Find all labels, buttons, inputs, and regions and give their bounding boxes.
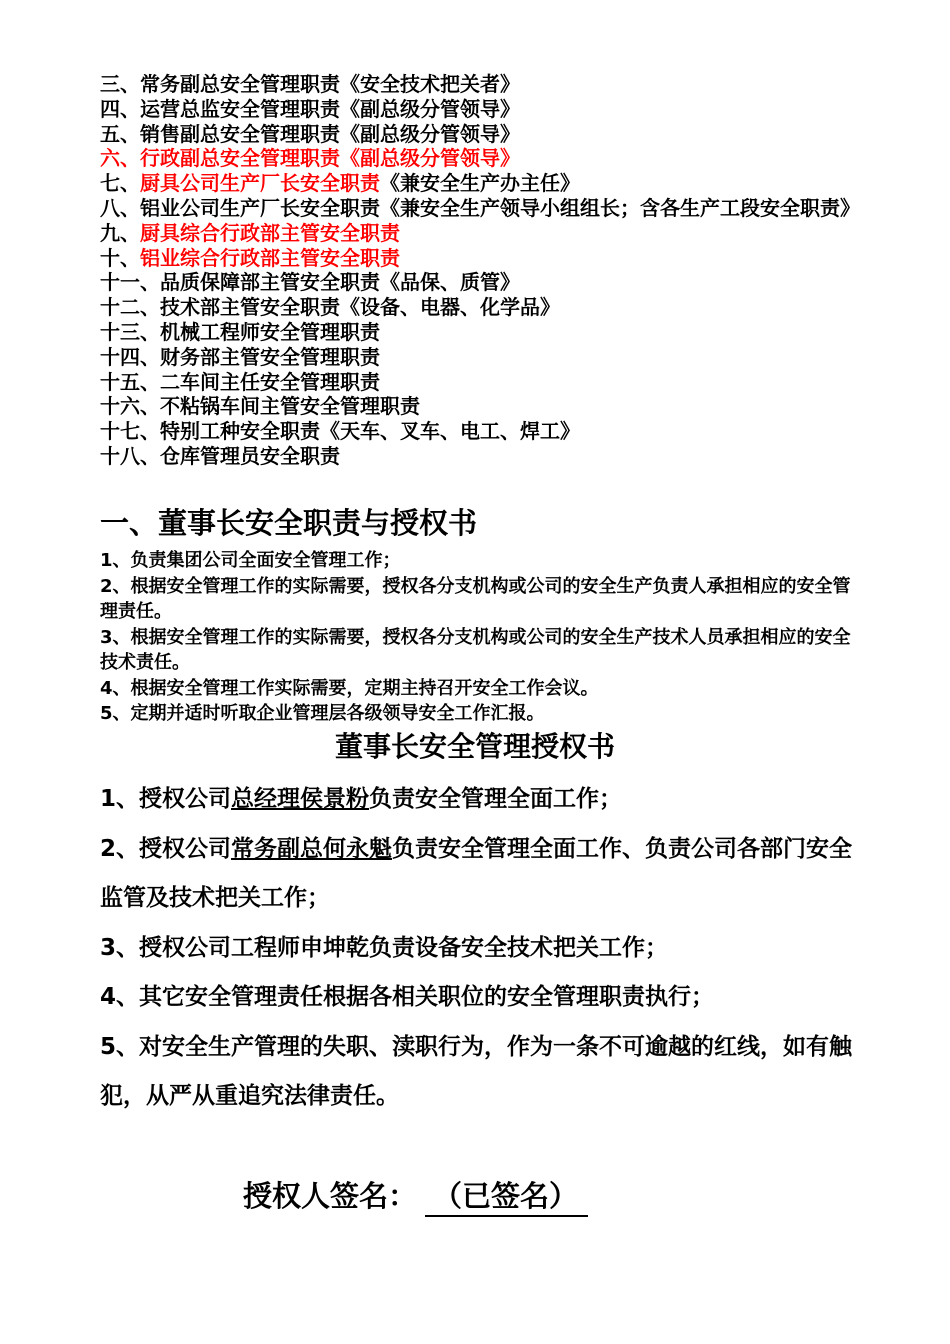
- authorization-item-1-prefix: 1、授权公司: [100, 786, 232, 812]
- authorization-list: [100, 775, 868, 1122]
- toc-item-9-prefix: 九、: [100, 220, 140, 245]
- toc-item-16: 十六、不粘锅车间主管安全管理职责: [100, 394, 420, 419]
- toc-item-11: 十一、品质保障部主管安全职责《品保、质管》: [100, 270, 520, 295]
- toc-item-14: 十四、财务部主管安全管理职责: [100, 344, 380, 369]
- authorization-item-2: [100, 825, 868, 924]
- authorization-item-1: [100, 775, 868, 825]
- toc-item-10-highlight: 铝业综合行政部主管安全职责: [140, 245, 400, 270]
- authorized-person-general-manager: 总经理侯景粉: [231, 786, 370, 812]
- signature-label: 授权人签名：: [243, 1179, 418, 1213]
- toc-item-10: [100, 246, 860, 271]
- authorization-item-2-suffix: 负责安全管理全面工作、负责公司各部门安全监管及技术把关工作；: [100, 835, 853, 911]
- toc-item-7-highlight: 厨具公司生产厂长安全职责: [140, 171, 380, 196]
- duty-item-5: 5、定期并适时听取企业管理层各级领导安全工作汇报。: [100, 703, 545, 724]
- duty-item-4: 4、根据安全管理工作实际需要，定期主持召开安全工作会议。: [100, 677, 599, 699]
- toc-item-6: 六、行政副总安全管理职责《副总级分管领导》: [100, 146, 520, 171]
- toc-item-18: 十八、仓库管理员安全职责: [100, 443, 340, 468]
- toc-item-5: 五、销售副总安全管理职责《副总级分管领导》: [100, 121, 520, 146]
- chairman-duties-list: [100, 548, 860, 727]
- toc-item-15: 十五、二车间主任安全管理职责: [100, 369, 380, 394]
- duty-item-2: 2、根据安全管理工作的实际需要，授权各分支机构或公司的安全生产负责人承担相应的安全管理责任。: [100, 575, 851, 622]
- toc-item-12: 十二、技术部主管安全职责《设备、电器、化学品》: [100, 295, 560, 320]
- toc-item-7: [100, 171, 860, 196]
- duty-item-1: 1、负责集团公司全面安全管理工作；: [100, 550, 401, 571]
- authorization-item-3: 3、授权公司工程师申坤乾负责设备安全技术把关工作；: [100, 934, 669, 961]
- toc-item-7-prefix: 七、: [100, 171, 140, 196]
- toc-item-8: 八、铝业公司生产厂长安全职责《兼安全生产领导小组组长；含各生产工段安全职责》: [100, 195, 860, 220]
- duty-item-3: 3、根据安全管理工作的实际需要，授权各分支机构或公司的安全生产技术人员承担相应的安全技术责任。: [100, 626, 851, 673]
- signature-line: [243, 1172, 588, 1220]
- toc-item-13: 十三、机械工程师安全管理职责: [100, 319, 380, 344]
- toc-item-7-suffix: 《兼安全生产办主任》: [380, 171, 580, 196]
- toc-item-10-prefix: 十、: [100, 245, 140, 270]
- toc-item-3: 三、常务副总安全管理职责《安全技术把关者》: [100, 72, 520, 96]
- authorization-item-4: 4、其它安全管理责任根据各相关职位的安全管理职责执行；: [100, 984, 715, 1010]
- toc-item-9-highlight: 厨具综合行政部主管安全职责: [140, 220, 400, 245]
- toc-item-9: [100, 221, 860, 246]
- toc-item-4: 四、运营总监安全管理职责《副总级分管领导》: [100, 96, 520, 121]
- toc-item-17: 十七、特别工种安全职责《天车、叉车、电工、焊工》: [100, 419, 580, 444]
- authorization-item-2-prefix: 2、授权公司: [100, 835, 232, 862]
- authorized-person-executive-vp: 常务副总何永魁: [231, 835, 393, 862]
- authorization-title: 董事长安全管理授权书: [334, 730, 615, 763]
- signature-value: （已签名）: [425, 1177, 588, 1217]
- authorization-item-1-suffix: 负责安全管理全面工作；: [369, 786, 623, 812]
- section-title: 一、董事长安全职责与授权书: [100, 506, 478, 540]
- table-of-contents: [100, 72, 860, 469]
- authorization-item-5: 5、对安全生产管理的失职、渎职行为，作为一条不可逾越的红线，如有触犯，从严从重追究法律责任。: [100, 1033, 853, 1109]
